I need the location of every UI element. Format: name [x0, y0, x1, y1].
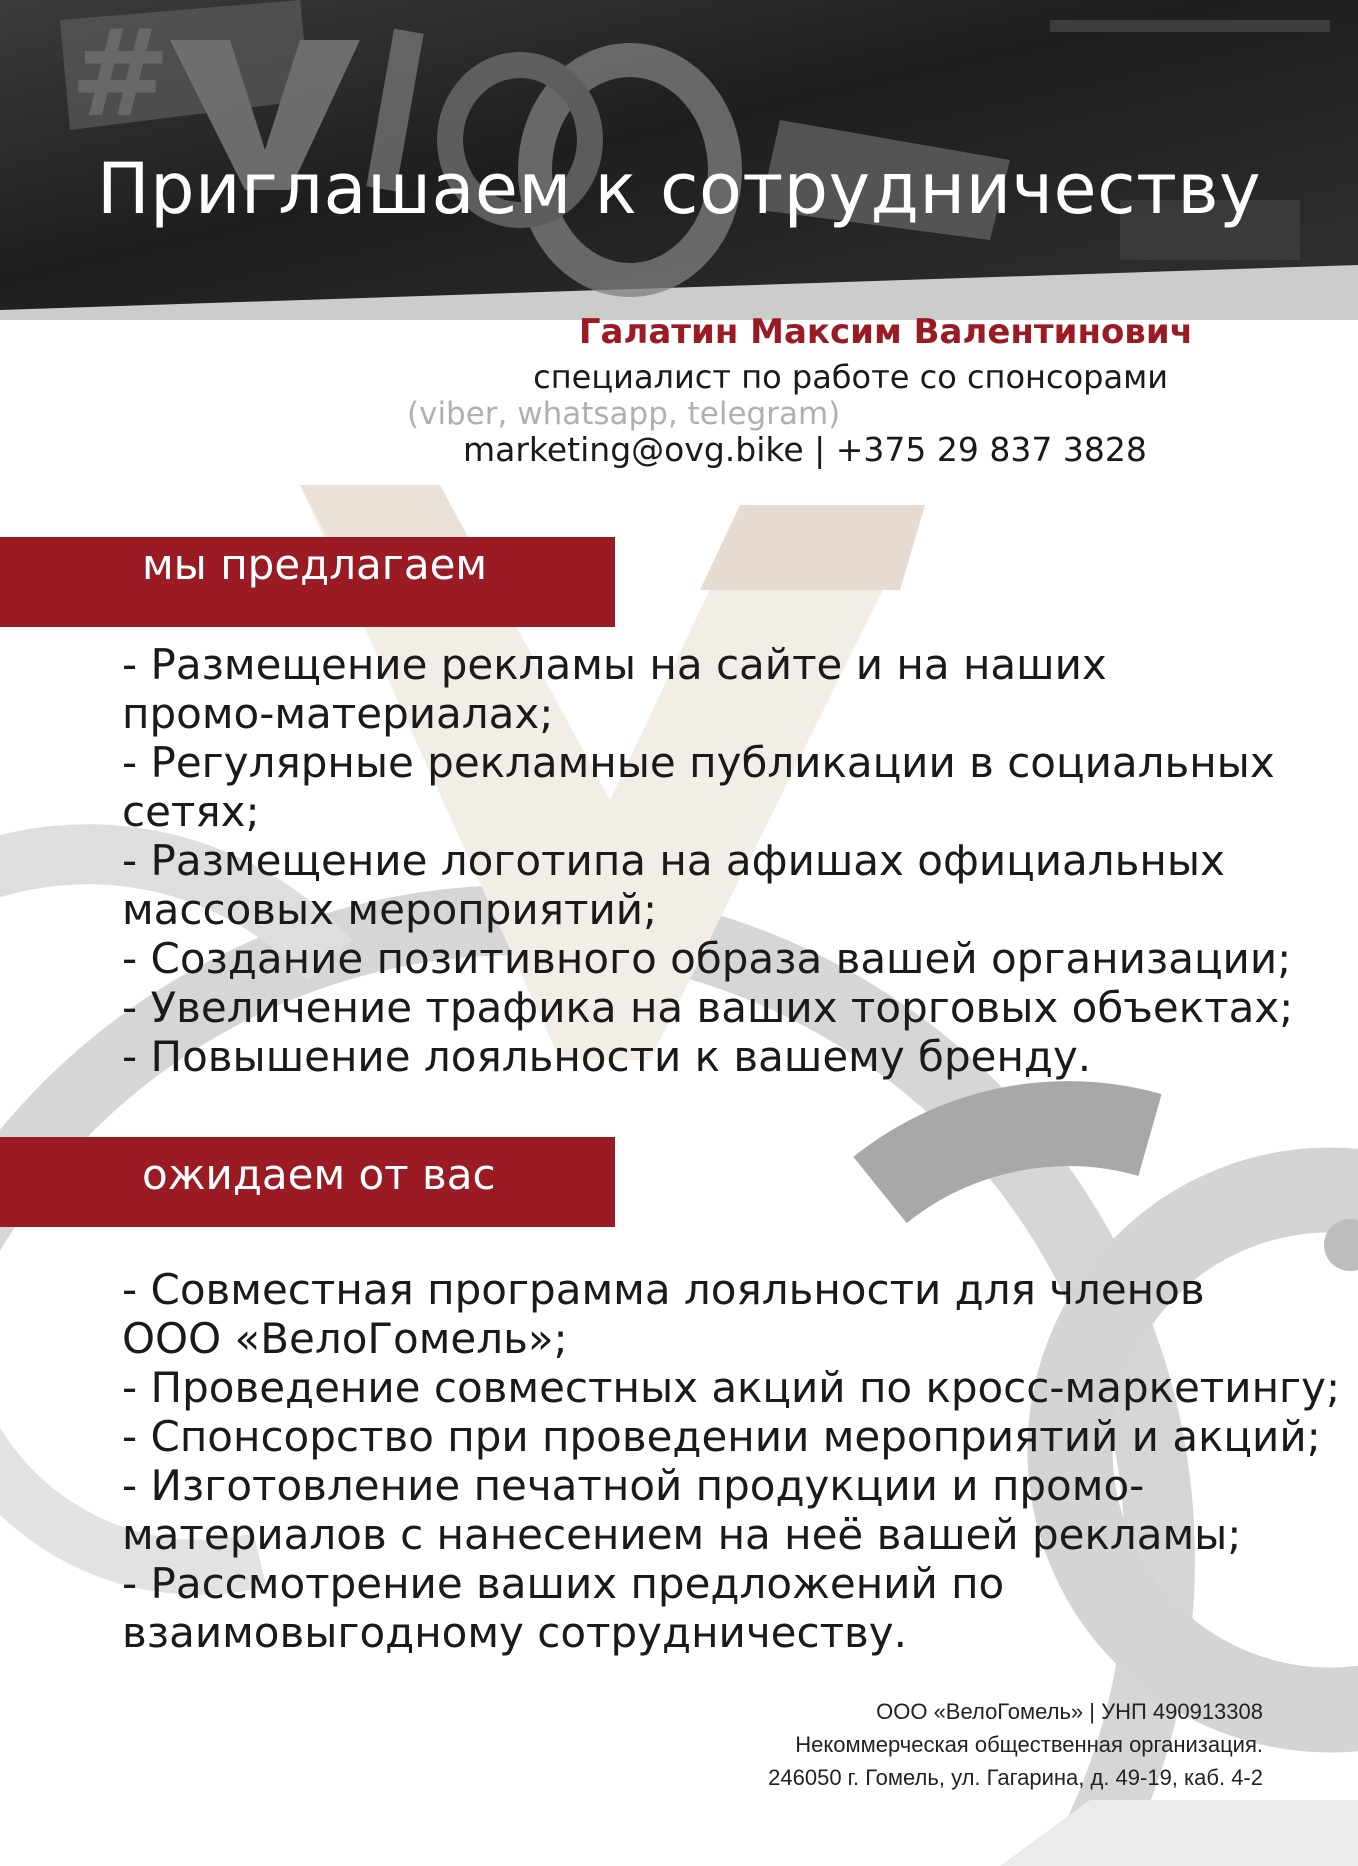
- contact-details: [463, 430, 1147, 469]
- list-item: - Спонсорство при проведении мероприятий и акций;: [122, 1412, 1321, 1461]
- footer-address: 246050 г. Гомель, ул. Гагарина, д. 49-19, каб. 4-2: [768, 1765, 1263, 1790]
- contact-separator: |: [814, 430, 826, 469]
- footer-company: ООО «ВелоГомель» | УНП 490913308: [876, 1699, 1263, 1724]
- contact-phone[interactable]: +375 29 837 3828: [835, 430, 1147, 469]
- list-item: массовых мероприятий;: [122, 885, 658, 934]
- list-item: - Повышение лояльности к вашему бренду.: [122, 1032, 1092, 1081]
- list-item: взаимовыгодному сотрудничеству.: [122, 1608, 907, 1657]
- list-item: сетях;: [122, 787, 260, 836]
- svg-text:#: #: [70, 5, 171, 144]
- page-title: Приглашаем к сотрудничеству: [96, 148, 1262, 230]
- contact-messengers: (viber, whatsapp, telegram): [407, 396, 841, 432]
- list-item: - Рассмотрение ваших предложений по: [122, 1559, 1005, 1608]
- expect-heading: ожидаем от вас: [142, 1150, 496, 1199]
- list-item: - Совместная программа лояльности для членов: [122, 1265, 1205, 1314]
- list-item: ООО «ВелоГомель»;: [122, 1314, 568, 1363]
- offer-heading: мы предлагаем: [142, 540, 488, 589]
- footer-org-type: Некоммерческая общественная организация.: [795, 1732, 1263, 1757]
- list-item: - Размещение рекламы на сайте и на наших: [122, 640, 1107, 689]
- offer-list: [122, 640, 1293, 1081]
- list-item: - Создание позитивного образа вашей организации;: [122, 934, 1292, 983]
- list-item: - Увеличение трафика на ваших торговых объектах;: [122, 983, 1294, 1032]
- list-item: - Размещение логотипа на афишах официальных: [122, 836, 1225, 885]
- list-item: - Изготовление печатной продукции и промо-: [122, 1461, 1145, 1510]
- contact-role: специалист по работе со спонсорами: [533, 358, 1168, 396]
- list-item: материалов с нанесением на неё вашей рекламы;: [122, 1510, 1242, 1559]
- footer-legal: [768, 1695, 1263, 1794]
- list-item: промо-материалах;: [122, 689, 554, 738]
- contact-name: Галатин Максим Валентинович: [578, 312, 1193, 352]
- contact-email[interactable]: marketing@ovg.bike: [463, 430, 804, 469]
- list-item: - Регулярные рекламные публикации в социальных: [122, 738, 1275, 787]
- expect-list: [122, 1265, 1340, 1657]
- list-item: - Проведение совместных акций по кросс-маркетингу;: [122, 1363, 1341, 1412]
